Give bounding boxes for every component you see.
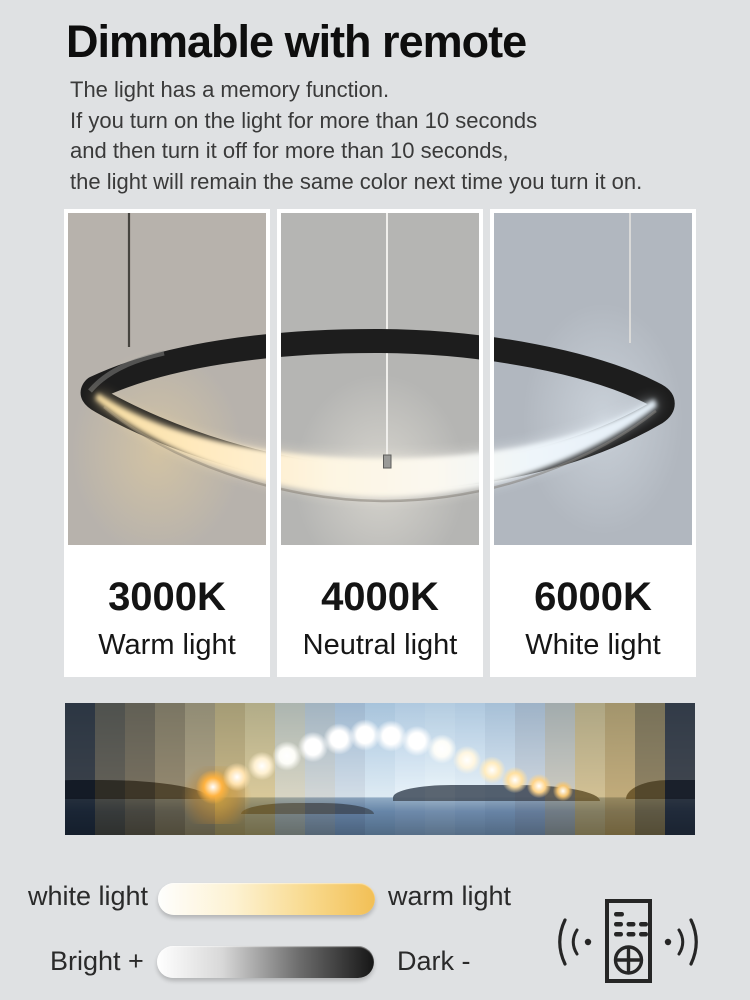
pendant-photo-white bbox=[494, 213, 692, 545]
remote-key bbox=[614, 922, 623, 927]
temperature-label: White light bbox=[525, 629, 661, 661]
description-line: The light has a memory function. bbox=[70, 77, 390, 102]
description bbox=[70, 75, 642, 197]
signal-wave-icon bbox=[573, 930, 577, 954]
pendant-photo-neutral bbox=[281, 213, 479, 545]
signal-dot bbox=[585, 939, 591, 945]
kelvin-value: 3000K bbox=[108, 575, 226, 619]
panel-caption bbox=[68, 545, 266, 673]
description-line: and then turn it off for more than 10 seconds, bbox=[70, 138, 509, 163]
temperature-label: Neutral light bbox=[302, 629, 458, 661]
sun-glow bbox=[453, 746, 481, 774]
kelvin-value: 4000K bbox=[321, 575, 439, 619]
temperature-panel-neutral bbox=[277, 209, 483, 677]
remote-key bbox=[639, 922, 648, 927]
sun-arc bbox=[65, 703, 695, 835]
page-title: Dimmable with remote bbox=[66, 16, 527, 67]
sun-glow bbox=[427, 735, 456, 764]
sun-glow bbox=[553, 781, 573, 801]
signal-wave-icon bbox=[679, 930, 683, 954]
pendant-photo-warm bbox=[68, 213, 266, 545]
temperature-panel-white bbox=[490, 209, 696, 677]
color-temperature-gradient-bar bbox=[158, 883, 375, 915]
sun-glow bbox=[478, 757, 505, 784]
panel-caption bbox=[494, 545, 692, 673]
panel-caption bbox=[281, 545, 479, 673]
panel-divider bbox=[266, 209, 281, 549]
remote-control-icon bbox=[552, 888, 704, 996]
kelvin-value: 6000K bbox=[534, 575, 652, 619]
color-temperature-panorama bbox=[65, 703, 695, 835]
signal-wave-icon bbox=[560, 920, 565, 964]
temperature-comparison bbox=[64, 209, 696, 677]
description-line: the light will remain the same color next time you turn it on. bbox=[70, 168, 643, 194]
dark-label: Dark - bbox=[397, 946, 471, 976]
remote-key bbox=[627, 922, 636, 927]
remote-key bbox=[614, 932, 623, 937]
signal-wave-icon bbox=[691, 920, 696, 964]
panel-divider bbox=[479, 209, 494, 549]
sun-glow bbox=[502, 767, 528, 793]
remote-key bbox=[614, 912, 624, 917]
white-light-label: white light bbox=[28, 881, 149, 911]
warm-light-label: warm light bbox=[388, 881, 512, 911]
bright-label: Bright + bbox=[50, 946, 144, 976]
temperature-label: Warm light bbox=[98, 629, 236, 661]
sun-glow bbox=[527, 774, 551, 798]
remote-key bbox=[627, 932, 636, 937]
temperature-panel-warm bbox=[64, 209, 270, 677]
signal-dot bbox=[665, 939, 671, 945]
remote-key bbox=[639, 932, 648, 937]
brightness-gradient-bar bbox=[157, 946, 374, 978]
description-line: If you turn on the light for more than 10 seconds bbox=[70, 107, 538, 133]
